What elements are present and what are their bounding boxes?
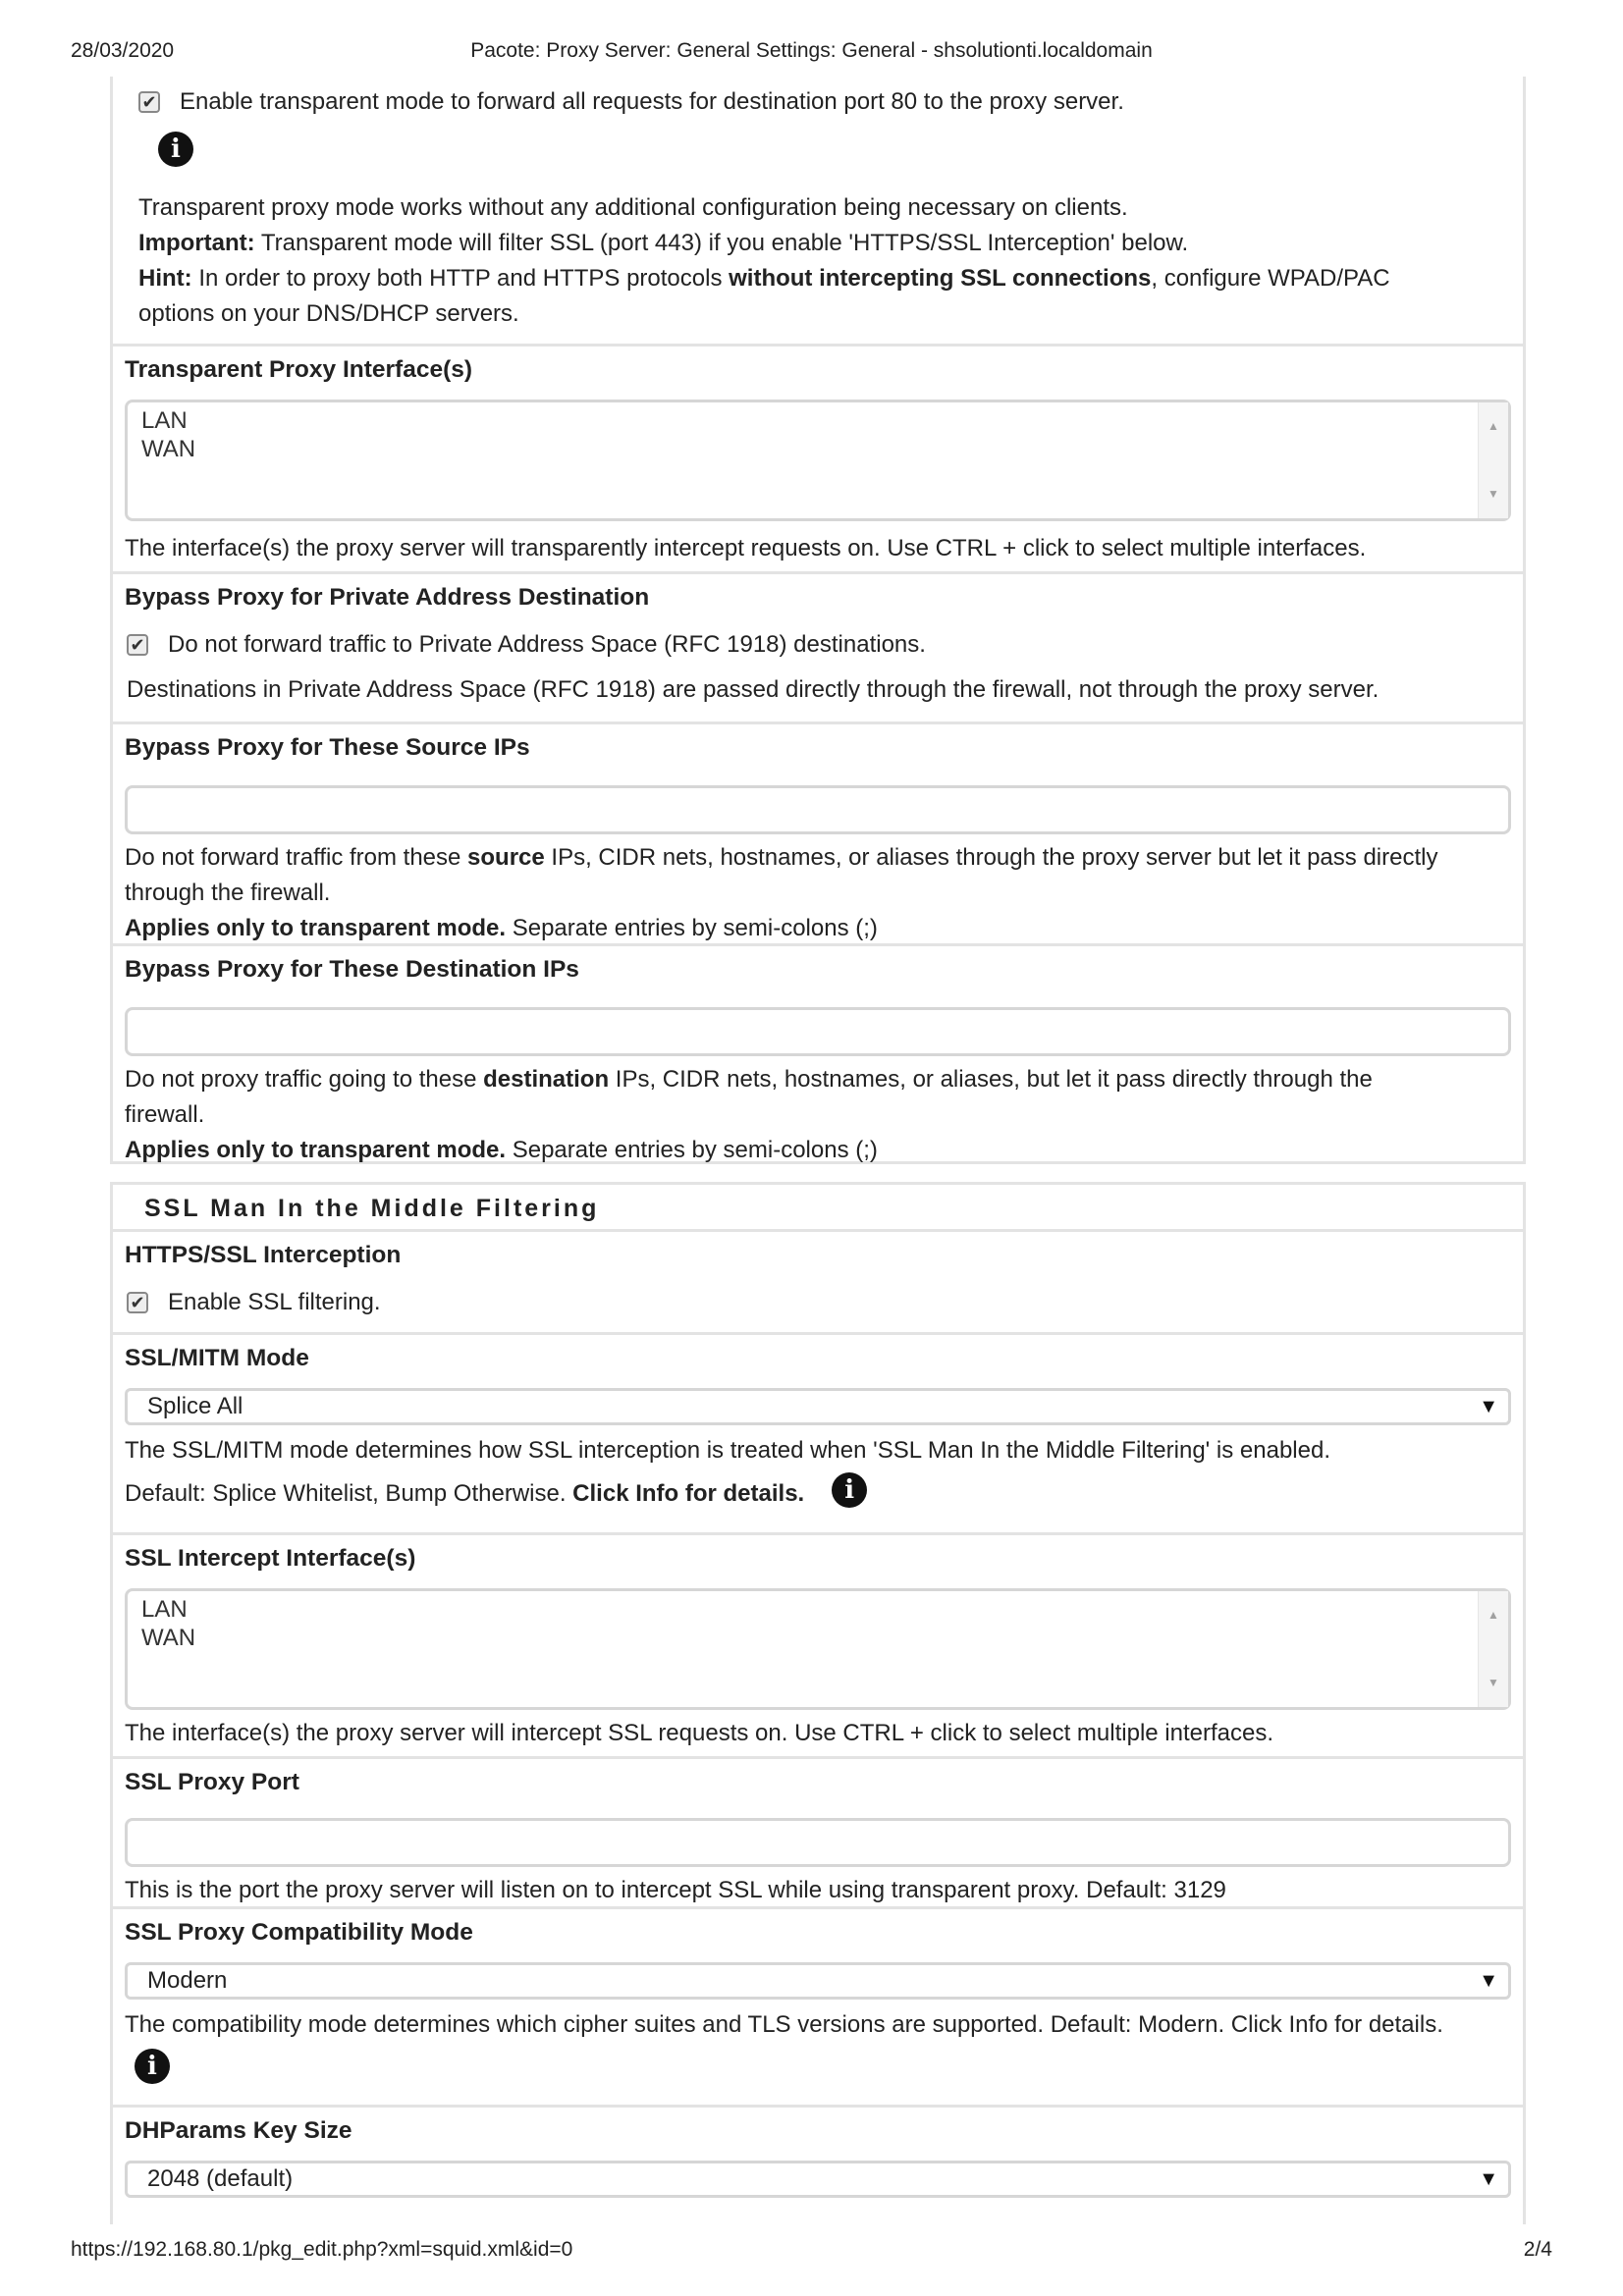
transparent-interfaces-help: The interface(s) the proxy server will transparently intercept requests on. Use CTRL + click to select multiple interfaces. xyxy=(125,535,1367,561)
bypass-source-row xyxy=(113,724,1523,946)
ssl-mode-row xyxy=(113,1335,1523,1535)
ssl-mode-help2-line xyxy=(125,1476,1511,1512)
bypass-source-help xyxy=(125,840,1511,946)
ssl-mode-help2: Default: Splice Whitelist, Bump Otherwise. xyxy=(125,1480,573,1507)
checkmark-icon: ✔ xyxy=(141,92,157,112)
info-icon[interactable]: i xyxy=(135,2049,170,2084)
ssl-filtering-checkbox-label: Enable SSL filtering. xyxy=(168,1289,381,1315)
hint-text-a: In order to proxy both HTTP and HTTPS protocols xyxy=(191,265,730,292)
print-title: Pacote: Proxy Server: General Settings: General - shsolutionti.localdomain xyxy=(470,39,1153,62)
ssl-interfaces-listbox[interactable] xyxy=(125,1588,1511,1710)
bypass-source-help-bold: source xyxy=(467,844,545,871)
scroll-up-icon[interactable]: ▲ xyxy=(1488,419,1499,433)
hint-bold: without intercepting SSL connections xyxy=(729,265,1152,292)
ssl-mode-help1: The SSL/MITM mode determines how SSL interception is treated when 'SSL Man In the Middle Filtering' is enabled. xyxy=(125,1437,1330,1464)
bypass-private-checkbox-line xyxy=(127,625,1511,665)
ssl-mode-select[interactable] xyxy=(125,1388,1511,1425)
bypass-private-row xyxy=(113,574,1523,724)
ssl-port-help: This is the port the proxy server will listen on to intercept SSL while using transparent proxy. Default: 3129 xyxy=(125,1877,1226,1903)
ssl-mode-label: SSL/MITM Mode xyxy=(125,1345,309,1371)
dhparams-selected: 2048 (default) xyxy=(147,2165,294,2192)
ssl-compat-info-wrap xyxy=(135,2049,1511,2084)
ssl-mode-help2-bold: Click Info for details. xyxy=(572,1480,805,1507)
transparent-info-wrap xyxy=(158,132,1511,177)
listbox-scrollbar[interactable] xyxy=(1478,402,1508,518)
ssl-compat-selected: Modern xyxy=(147,1967,228,1994)
listbox-option[interactable]: LAN xyxy=(141,407,188,434)
bypass-dest-help-c: firewall. xyxy=(125,1101,205,1128)
bypass-dest-row xyxy=(113,946,1523,1164)
transparent-hint xyxy=(138,261,1511,296)
bypass-source-help-c: through the firewall. xyxy=(125,880,331,906)
listbox-scrollbar[interactable] xyxy=(1478,1591,1508,1707)
scroll-down-icon[interactable]: ▼ xyxy=(1488,487,1499,501)
bypass-dest-applies-bold: Applies only to transparent mode. xyxy=(125,1137,507,1163)
bypass-dest-help-a: Do not proxy traffic going to these xyxy=(125,1066,484,1093)
bypass-source-applies-bold: Applies only to transparent mode. xyxy=(125,915,507,941)
https-interception-label: HTTPS/SSL Interception xyxy=(125,1242,402,1268)
ssl-compat-label: SSL Proxy Compatibility Mode xyxy=(125,1919,473,1946)
bypass-source-applies-text: Separate entries by semi-colons (;) xyxy=(506,915,878,941)
dhparams-label: DHParams Key Size xyxy=(125,2117,352,2144)
ssl-filtering-checkbox[interactable] xyxy=(127,1292,148,1313)
bypass-source-help-a: Do not forward traffic from these xyxy=(125,844,468,871)
dropdown-arrow-icon: ▼ xyxy=(1479,1970,1498,1992)
bypass-dest-help-b: IPs, CIDR nets, hostnames, or aliases, but let it pass directly through the xyxy=(609,1066,1373,1093)
dhparams-select[interactable] xyxy=(125,2161,1511,2198)
bypass-dest-input[interactable] xyxy=(125,1007,1511,1056)
ssl-mode-selected: Splice All xyxy=(147,1393,243,1419)
print-url: https://192.168.80.1/pkg_edit.php?xml=squid.xml&id=0 xyxy=(71,2238,573,2261)
listbox-option[interactable]: WAN xyxy=(141,1625,196,1651)
bypass-private-checkbox-label: Do not forward traffic to Private Address Space (RFC 1918) destinations. xyxy=(168,631,926,658)
listbox-option[interactable]: LAN xyxy=(141,1596,188,1623)
hint-text-b: , configure WPAD/PAC xyxy=(1151,265,1390,292)
bypass-dest-help-bold: destination xyxy=(483,1066,610,1093)
hint-text-c: options on your DNS/DHCP servers. xyxy=(138,300,519,327)
bypass-dest-help xyxy=(125,1062,1511,1168)
info-icon[interactable]: i xyxy=(832,1472,867,1508)
transparent-help xyxy=(138,190,1511,332)
ssl-compat-select[interactable] xyxy=(125,1962,1511,2000)
transparent-interfaces-listbox[interactable] xyxy=(125,400,1511,521)
info-icon[interactable]: i xyxy=(158,132,193,167)
print-header xyxy=(71,39,1552,69)
ssl-filtering-checkbox-line xyxy=(127,1283,1511,1322)
ssl-section-title: SSL Man In the Middle Filtering xyxy=(113,1185,1523,1232)
bypass-source-input[interactable] xyxy=(125,785,1511,834)
hint-label: Hint: xyxy=(138,265,192,292)
bypass-dest-label: Bypass Proxy for These Destination IPs xyxy=(125,956,579,983)
scroll-down-icon[interactable]: ▼ xyxy=(1488,1676,1499,1689)
print-date: 28/03/2020 xyxy=(71,39,175,62)
transparent-mode-row xyxy=(113,77,1523,347)
bypass-private-label: Bypass Proxy for Private Address Destination xyxy=(125,584,650,611)
bypass-source-help-b: IPs, CIDR nets, hostnames, or aliases through the proxy server but let it pass directly xyxy=(544,844,1438,871)
dhparams-row xyxy=(113,2108,1523,2216)
bypass-private-checkbox[interactable] xyxy=(127,634,148,656)
scroll-up-icon[interactable]: ▲ xyxy=(1488,1608,1499,1622)
print-page-number: 2/4 xyxy=(1523,2238,1552,2261)
bypass-source-label: Bypass Proxy for These Source IPs xyxy=(125,734,530,761)
transparent-mode-checkbox-line xyxy=(138,82,1511,122)
checkmark-icon: ✔ xyxy=(130,635,145,655)
transparent-proxy-panel xyxy=(110,77,1526,1164)
https-interception-row xyxy=(113,1232,1523,1335)
checkmark-icon: ✔ xyxy=(130,1293,145,1312)
transparent-mode-checkbox-label: Enable transparent mode to forward all requests for destination port 80 to the proxy server. xyxy=(180,88,1124,115)
ssl-compat-help: The compatibility mode determines which cipher suites and TLS versions are supported. Default: Modern. Click Info for details. xyxy=(125,2011,1443,2038)
ssl-interfaces-row xyxy=(113,1535,1523,1759)
important-label: Important: xyxy=(138,230,255,256)
dropdown-arrow-icon: ▼ xyxy=(1479,2168,1498,2190)
ssl-port-label: SSL Proxy Port xyxy=(125,1769,299,1795)
ssl-compat-row xyxy=(113,1909,1523,2108)
ssl-interfaces-help: The interface(s) the proxy server will intercept SSL requests on. Use CTRL + click to select multiple interfaces. xyxy=(125,1720,1274,1746)
transparent-mode-checkbox[interactable] xyxy=(138,91,160,113)
ssl-mitm-panel xyxy=(110,1182,1526,2224)
ssl-port-row xyxy=(113,1759,1523,1909)
dropdown-arrow-icon: ▼ xyxy=(1479,1396,1498,1417)
transparent-interfaces-label: Transparent Proxy Interface(s) xyxy=(125,356,473,383)
transparent-important xyxy=(138,226,1511,261)
transparent-help-line1: Transparent proxy mode works without any additional configuration being necessary on clients. xyxy=(138,194,1128,221)
listbox-option[interactable]: WAN xyxy=(141,436,196,462)
bypass-dest-applies-text: Separate entries by semi-colons (;) xyxy=(506,1137,878,1163)
transparent-interfaces-row xyxy=(113,347,1523,574)
bypass-private-help: Destinations in Private Address Space (RFC 1918) are passed directly through the firewall, not through the proxy server. xyxy=(127,676,1380,703)
ssl-port-input[interactable] xyxy=(125,1818,1511,1867)
important-text: Transparent mode will filter SSL (port 443) if you enable 'HTTPS/SSL Interception' below. xyxy=(254,230,1189,256)
ssl-interfaces-label: SSL Intercept Interface(s) xyxy=(125,1545,416,1572)
